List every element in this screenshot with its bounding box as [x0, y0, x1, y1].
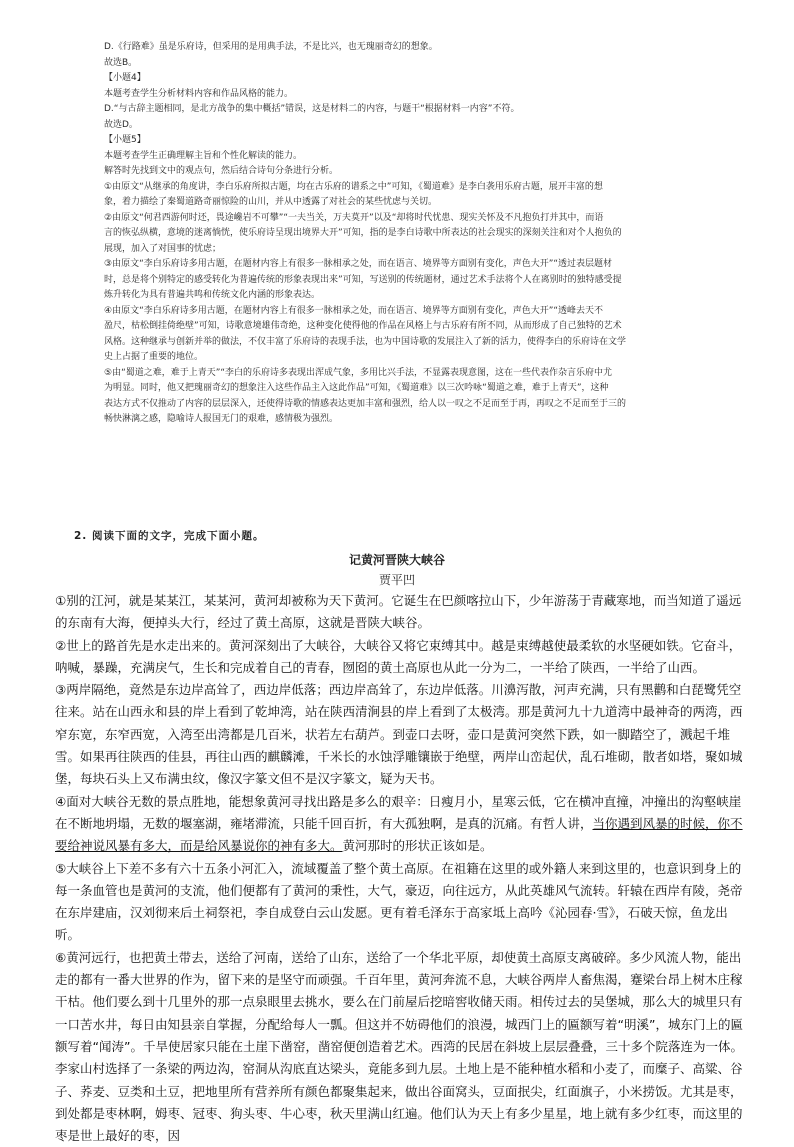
paragraph-text: ⑤大峡谷上下差不多有六十五条小河汇入，流域覆盖了整个黄土高原。在祖籍在这里的或外籍人来到这里的，也意识到身上的每一条血管也是黄河的支流，他们便都有了黄河的秉性，大气，豪迈，向往远方，从此英雄风气流转。轩辕在西岸有陵，尧帝在东岸建庙，汉刘彻来后土祠祭祀，李自成登白云山发愿。更有着毛泽东于高家坻上高吟《沁园春·雪》，石破天惊，鱼龙出听。 — [55, 860, 743, 943]
article-title: 记黄河晋陕大峡谷 — [348, 553, 445, 567]
underlined-sentence: 当你遇到风暴的时候，你不要给神说风暴有多大，而是给风暴说你的神有多大。 — [55, 815, 743, 854]
paragraph-text: ②世上的路首先是水走出来的。黄河深刻出了大峡谷，大峡谷又将它束缚其中。越是束缚越使最柔软的水坚硬如铁。它奋斗，呐喊，暴躁，充满戾气，生长和完成着自己的青春，囫囵的黄土高原也从此一分为二，一半给了陕西，一半给了山西。 — [55, 637, 742, 675]
explain-line: D.《行路难》虽是乐府诗，但采用的是用典手法，不是比兴，也无瑰丽奇幻的想象。 — [104, 42, 438, 52]
explain-line: 为明显。同时，他又把瑰丽奇幻的想象注入这些作品主入这此作品”可知，《蜀道难》以三次吟咏“蜀道之难，难于上青天”，这种 — [104, 383, 609, 393]
explain-line: 盈尺，枯松倒挂倚绝壁”可知，诗歌意境雄伟奇绝，这种变化使得他的作品在风格上与古乐府有所不同，从而形成了自己独特的艺术 — [104, 321, 622, 331]
article-paragraph — [55, 679, 745, 790]
answer-explanation — [104, 40, 704, 428]
explain-line: D.“与古辞主题相同，是北方战争的集中概括”错误，这是材料二的内容，与题干“根据材料一内容”不符。 — [104, 104, 520, 114]
explain-line: 炼升转化为具有普遍共鸣和传统文化内涵的形象表达。 — [104, 290, 321, 300]
explain-line: 表达方式不仅推动了内容的层层深入，还使得诗歌的情感表达更加丰富和强烈，给人以一叹之不足而至于再，再叹之不足而至于三的 — [104, 398, 627, 409]
explain-line: 【小题4】 — [104, 73, 146, 83]
question-heading — [74, 528, 264, 543]
explain-line: 本题考查学生正确理解主旨和个性化解读的能力。 — [104, 150, 303, 161]
explain-line: 言的恢弘纵横，意境的迷离惝恍，使乐府诗呈现出境界大开”可知，指的是李白诗歌中所表达的社会现实的深刻关注和对个人抱负的 — [104, 228, 622, 238]
explain-line: 史上占据了重要的地位。 — [104, 352, 204, 362]
explain-line: 象，着力描绘了秦蜀道路奇丽惊险的山川，并从中透露了对社会的某些忧虑与关切。 — [104, 197, 438, 207]
article-body — [55, 590, 745, 1147]
article-paragraph — [55, 791, 745, 858]
article-author: 贾平凹 — [378, 573, 415, 587]
article-paragraph — [55, 858, 745, 947]
explain-line: ④由原文“李白乐府诗多用古题，在题材内容上有很多一脉相承之处，而在语言、境界等方面别有变化，声色大开”“透峰去天不 — [104, 305, 604, 316]
question-number: 2. — [74, 530, 88, 542]
explain-line: ②由原文“何君西游何时还，畏途巉岩不可攀”“一夫当关，万夫莫开”以及“却将时代忧患、现实关怀及不凡抱负打并其中，而语 — [104, 212, 604, 223]
explain-line: ⑤由“蜀道之难，难于上青天”“李白的乐府诗多表现出浑成气象，多用比兴手法，不显露表现意图，这在一些代表作杂言乐府中尤 — [104, 367, 613, 378]
paragraph-text: ①别的江河，就是某某江，某某河，黄河却被称为天下黄河。它诞生在巴颜喀拉山下，少年游荡于青藏寒地，而当知道了遥远的东南有大海，便掉头大行，经过了黄土高原，这就是晋陕大峡谷。 — [55, 593, 742, 631]
article-paragraph — [55, 635, 745, 680]
paragraph-text: ③两岸隔绝，竟然是东边岸高耸了，西边岸低落；西边岸高耸了，东边岸低落。川濞泻散，河声充满，只有黑鹳和白琵鹭凭空往来。站在山西永和县的岸上看到了乾坤湾，站在陕西清涧县的岸上看到了太极湾。那是黄河九十九道湾中最神奇的两湾，西窄东宽，东窄西宽，入湾至出湾都是几百米，状若左右葫芦。到壶口去呀，壶口是黄河突然下跌，如一脚踏空了，溅起千堆雪。如果再往陕西的佳县，再往山西的麒麟滩，千米长的水蚀浮雕镶嵌于绝壁，两岸山峦起伏，乱石堆砌，散者如塔，聚如城堡，每块石头上又布满虫纹，像汉字篆文但不是汉字篆文，疑为天书。 — [55, 682, 743, 787]
explain-line: 【小题5】 — [104, 135, 146, 145]
paragraph-text: ⑥黄河远行，也把黄土带去，送给了河南，送给了山东，送给了一个华北平原，却使黄土高原支离破碎。多少风流人物，能出走的都有一番大世界的作为，留下来的是坚守而顽强。千百年里，黄河奔流不息，大峡谷两岸人畜焦渴，蹇梁台昂上树木庄稼干枯。他们要么到十几里外的那一点泉眼里去挑水，要么在门前屋后挖暗窖收储天雨。相传过去的吴堡城，那么大的城里只有一口苦水井，每日由知县亲自掌握，分配给每人一瓢。但这并不妨碍他们的浪漫，城西门上的匾额写着“明溪”，城东门上的匾额写着“闻涛”。千旱使居家只能在土崖下凿窑，凿窑便创造着艺术。西湾的民居在斜坡上层层叠叠，三十多个院落连为一体。李家山村选择了一条梁的两边沟，窑洞从沟底直达梁头，竟能多到九层。土地上是不能种植水稻和小麦了，而糜子、高粱、谷子、荞麦、豆类和土豆，把地里所有营养所有颜色都聚集起来，做出谷面窝头，豆面抿尖，红面旗子，小米捞饭。尤其是枣，到处都是枣林啊，姆枣、冠枣、狗头枣、牛心枣，秋天里满山红遍。他们认为天上有多少星星，地上就有多少红枣，而这里的枣是世上最好的枣，因 — [55, 949, 743, 1144]
question-prompt: 阅读下面的文字，完成下面小题。 — [91, 530, 265, 542]
explain-line: 风格。这种继承与创新并举的做法，不仅丰富了乐府诗的表现手法，也为中国诗歌的发展注入了新的活力，使得李白的乐府诗在文学 — [104, 336, 627, 347]
article-paragraph — [55, 590, 745, 635]
explain-line: 展现，加入了对国事的忧虑； — [104, 243, 222, 254]
explain-line: 时，总是将个别特定的感受转化为普遍传统的形象表现出来”可知，写送别的传统题材，通过艺术手法将个人在离别时的独特感受提 — [104, 274, 622, 285]
explain-line: ①由原文“从继承的角度讲，李白乐府所拟古题，均在古乐府的谱系之中”可知，《蜀道难》是李白袭用乐府古题，展开丰富的想 — [104, 181, 603, 192]
article-paragraph — [55, 947, 745, 1147]
explain-line: 故选B。 — [104, 57, 138, 68]
explain-line: 故选D。 — [104, 119, 138, 130]
paragraph-text: 黄河那时的形状正该如是。 — [342, 838, 493, 854]
explain-line: ③由原文“李白乐府诗多用古题，在题材内容上有很多一脉相承之处，而在语言、境界等方面别有变化，声色大开”“透过表层题材 — [104, 259, 613, 269]
paragraph-text: ④面对大峡谷无数的景点胜地，能想象黄河寻找出路是多么的艰辛：日瘦月小，星寒云低，它在横冲直撞，冲撞出的沟壑峡崖在不断地坍塌，无数的堰塞湖，雍堵滞流，只能千回百折，有大孤独啊，是真的沉痛。有哲人讲， — [55, 793, 742, 831]
explain-line: 畅快淋漓之感，隐喻诗人报国无门的艰难，感情极为强烈。 — [104, 414, 339, 424]
explain-line: 本题考查学生分析材料内容和作品风格的能力。 — [104, 88, 294, 99]
explain-line: 解答时先找到文中的观点句，然后结合诗句分条进行分析。 — [104, 166, 339, 176]
